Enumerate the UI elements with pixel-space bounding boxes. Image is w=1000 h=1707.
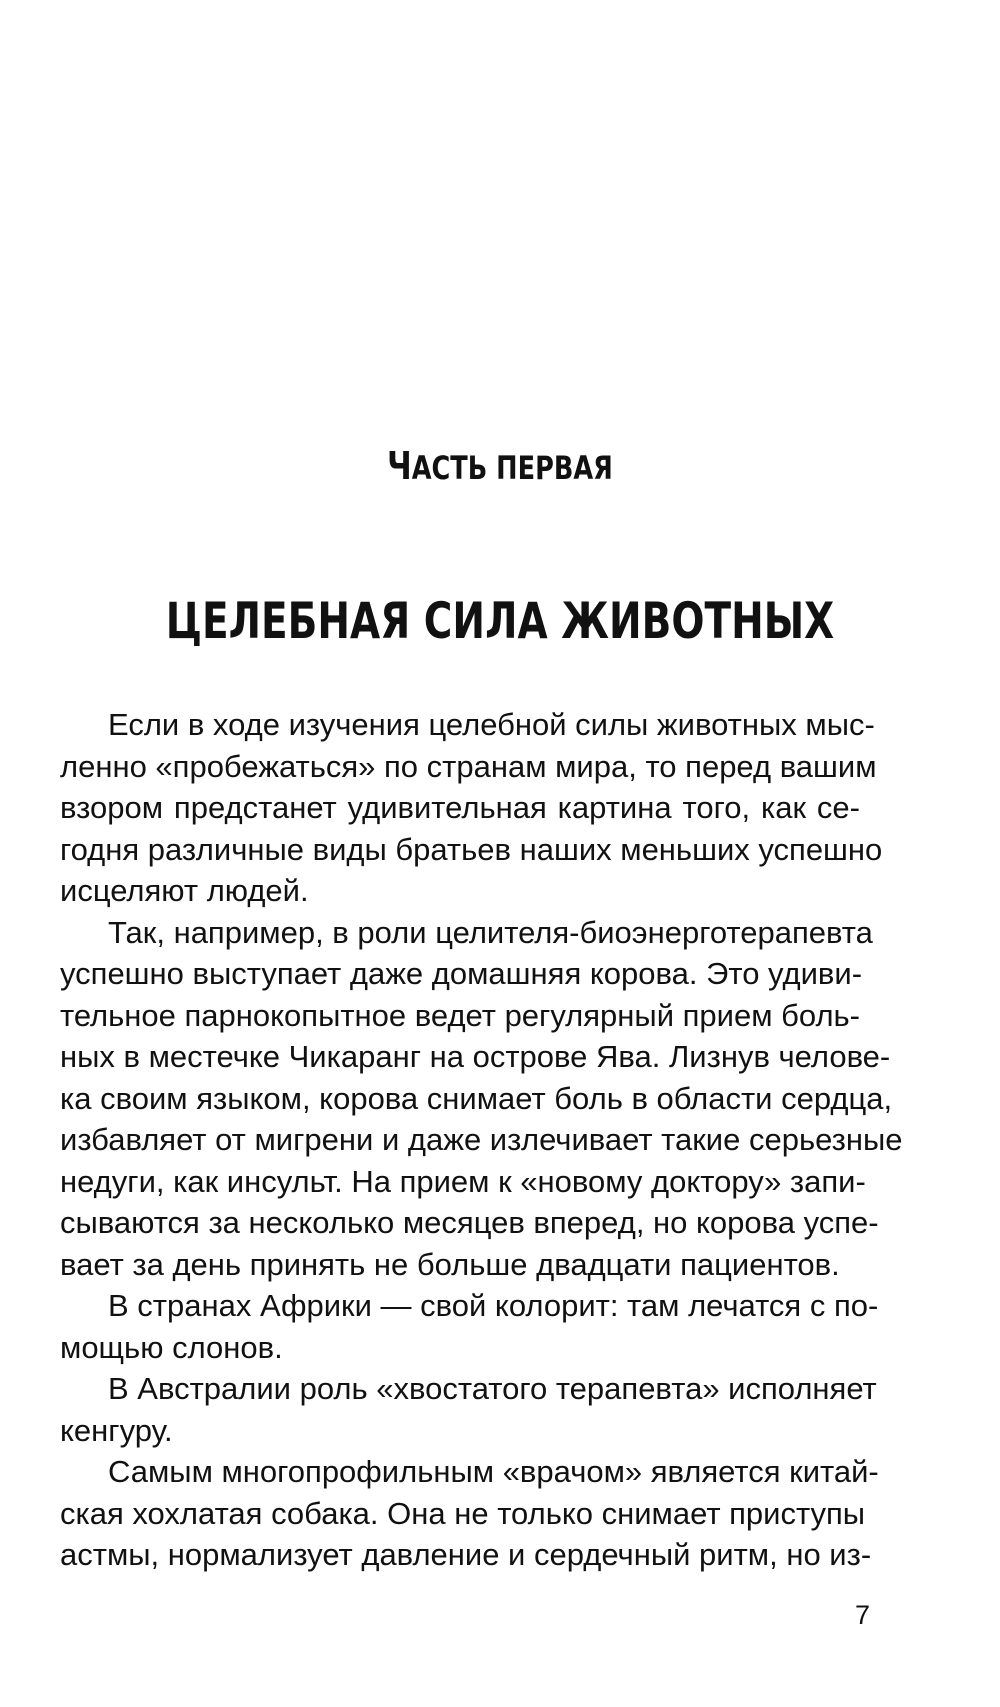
text-line: тельное парнокопытное ведет регулярный прием боль- bbox=[60, 997, 861, 1033]
part-title bbox=[100, 444, 900, 488]
body-text bbox=[60, 704, 903, 1576]
text-line: взором предстанет удивительная картина того, как се- bbox=[60, 790, 860, 825]
text-line: Так, например, в роли целителя-биоэнерготерапевта bbox=[108, 914, 873, 950]
text-line: Самым многопрофильным «врачом» является китай- bbox=[108, 1454, 879, 1489]
text-line: кенгуру. bbox=[60, 1412, 173, 1448]
text-line: Если в ходе изучения целебной силы животных мыс- bbox=[108, 707, 875, 742]
text-line: ская хохлатая собака. Она не только снимает приступы bbox=[60, 1495, 866, 1531]
text-line: вает за день принять не больше двадцати пациентов. bbox=[60, 1246, 840, 1282]
text-line: сываются за несколько месяцев вперед, но корова успе- bbox=[60, 1205, 879, 1240]
chapter-title: ЦЕЛЕБНАЯ СИЛА ЖИВОТНЫХ bbox=[165, 592, 835, 650]
page-number: 7 bbox=[855, 1600, 871, 1630]
text-line: недуги, как инсульт. На прием к «новому доктору» запи- bbox=[60, 1163, 866, 1199]
text-line: успешно выступает даже домашняя корова. Это удиви- bbox=[60, 956, 863, 991]
text-line: ка своим языком, корова снимает боль в области сердца, bbox=[60, 1080, 893, 1116]
text-line: годня различные виды братьев наших меньших успешно bbox=[60, 831, 883, 867]
text-line: ных в местечке Чикаранг на острове Ява. Лизнув челове- bbox=[60, 1039, 891, 1074]
text-line: В странах Африки — свой колорит: там лечатся с по- bbox=[108, 1288, 879, 1323]
text-line: мощью слонов. bbox=[60, 1329, 283, 1365]
text-line: исцеляют людей. bbox=[60, 873, 309, 908]
part-title-initial: Ч bbox=[387, 444, 412, 488]
part-title-rest: АСТЬ ПЕРВАЯ bbox=[411, 449, 613, 487]
text-line: В Австралии роль «хвостатого терапевта» исполняет bbox=[108, 1371, 877, 1406]
text-line: ленно «пробежаться» по странам мира, то перед вашим bbox=[60, 748, 877, 784]
text-line: избавляет от мигрени и даже излечивает такие серьезные bbox=[60, 1122, 903, 1157]
text-line: астмы, нормализует давление и сердечный ритм, но из- bbox=[60, 1537, 872, 1572]
